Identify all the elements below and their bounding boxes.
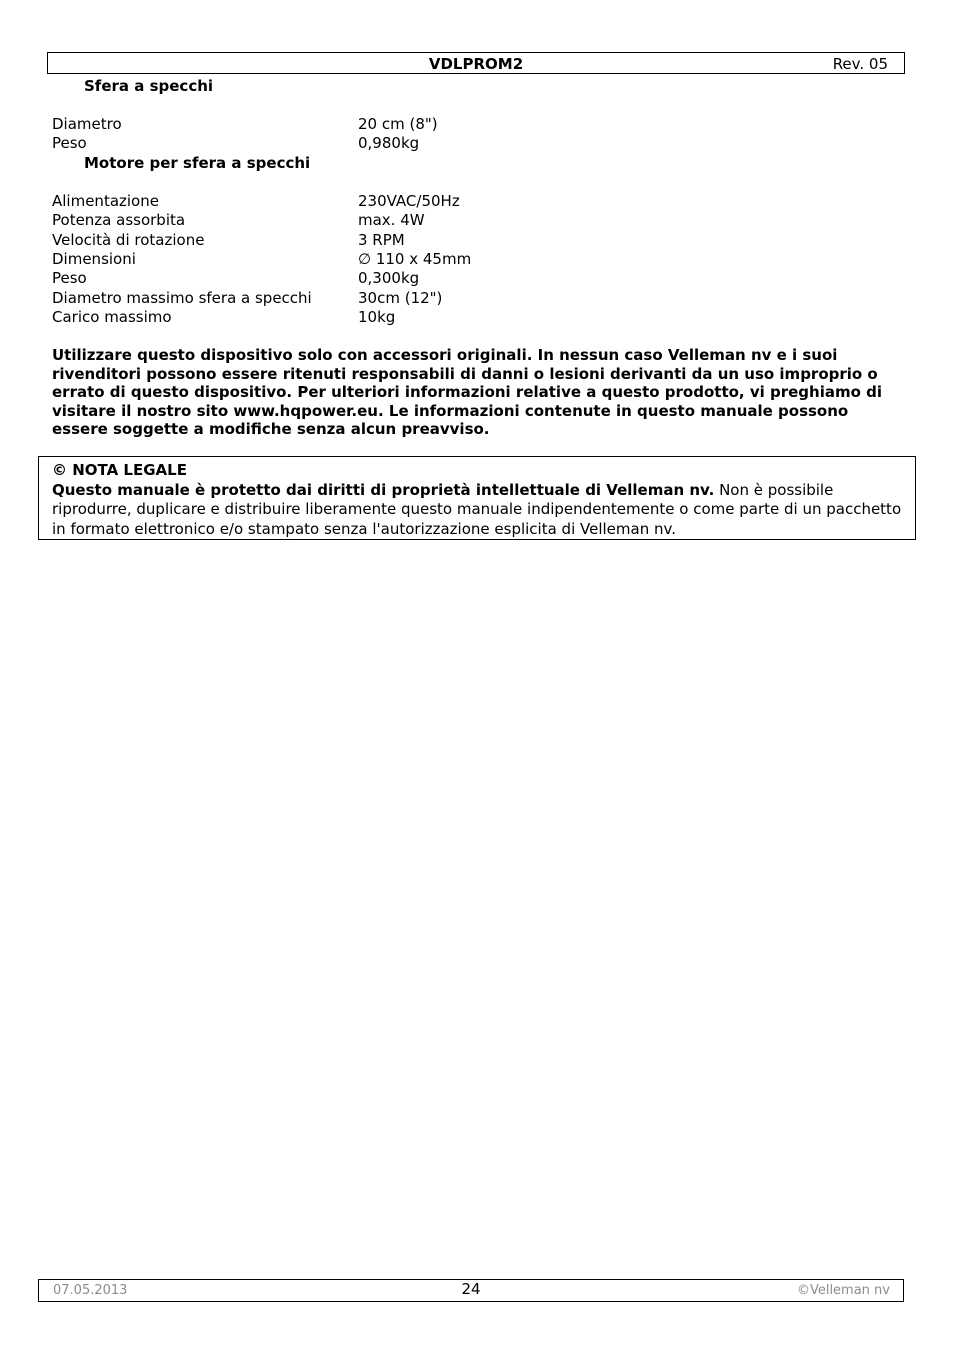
- spec-label: Diametro: [52, 115, 122, 133]
- spec-label: Potenza assorbita: [52, 211, 186, 229]
- spec-row: [52, 115, 652, 134]
- spec-label: Alimentazione: [52, 192, 159, 210]
- section-title-motor: Motore per sfera a specchi: [84, 154, 311, 172]
- spec-row: [52, 250, 652, 269]
- spec-value: 0,300kg: [358, 269, 420, 287]
- spec-row: [52, 192, 652, 211]
- model-name: VDLPROM2: [428, 55, 524, 73]
- legal-notice-body: [52, 481, 902, 540]
- spec-label: Peso: [52, 269, 87, 287]
- page-footer: [38, 1279, 904, 1302]
- spec-value: max. 4W: [358, 211, 425, 229]
- spec-value: ∅ 110 x 45mm: [358, 250, 472, 268]
- legal-notice-title: © NOTA LEGALE: [52, 461, 187, 479]
- spec-row: [52, 289, 652, 308]
- disclaimer-paragraph: Utilizzare questo dispositivo solo con accessori originali. In nessun caso Velleman nv e i suoi rivenditori possono essere ritenuti responsabili di danni o lesioni derivanti da un uso improprio o errato di questo dispositivo. Per ulteriori informazioni relative a questo prodotto, vi preghiamo di visitare il nostro sito www.hqpower.eu. Le informazioni contenute in questo manuale possono essere soggette a modifiche senza alcun preavviso.: [52, 346, 883, 438]
- spec-label: Velocità di rotazione: [52, 231, 205, 249]
- footer-copyright: ©Velleman nv: [796, 1283, 890, 1298]
- page-header: [47, 52, 905, 74]
- spec-value: 30cm (12"): [358, 289, 443, 307]
- spec-row: [52, 211, 652, 230]
- spec-label: Carico massimo: [52, 308, 172, 326]
- spec-label: Diametro massimo sfera a specchi: [52, 289, 312, 307]
- legal-notice-box: [38, 456, 916, 540]
- legal-notice-text: Non è possibile riprodurre, duplicare e distribuire liberamente questo manuale indipendentemente o come parte di un pacchetto in formato elettronico e/o stampato senza l'autorizzazione esplicita di Velleman nv.: [52, 480, 902, 538]
- spec-row: [52, 269, 652, 288]
- spec-value: 20 cm (8"): [358, 115, 438, 133]
- spec-row: [52, 134, 652, 153]
- spec-label: Peso: [52, 134, 87, 152]
- spec-value: 3 RPM: [358, 231, 405, 249]
- spec-value: 0,980kg: [358, 134, 420, 152]
- spec-value: 230VAC/50Hz: [358, 192, 460, 210]
- spec-label: Dimensioni: [52, 250, 136, 268]
- footer-date: 07.05.2013: [53, 1283, 128, 1298]
- revision: Rev. 05: [832, 55, 888, 73]
- spec-value: 10kg: [358, 308, 396, 326]
- spec-row: [52, 308, 652, 327]
- page-number: 24: [461, 1280, 481, 1298]
- legal-notice-bold: Questo manuale è protetto dai diritti di proprietà intellettuale di Velleman nv.: [52, 480, 715, 499]
- spec-row: [52, 231, 652, 250]
- section-title-mirror-ball: Sfera a specchi: [84, 77, 214, 95]
